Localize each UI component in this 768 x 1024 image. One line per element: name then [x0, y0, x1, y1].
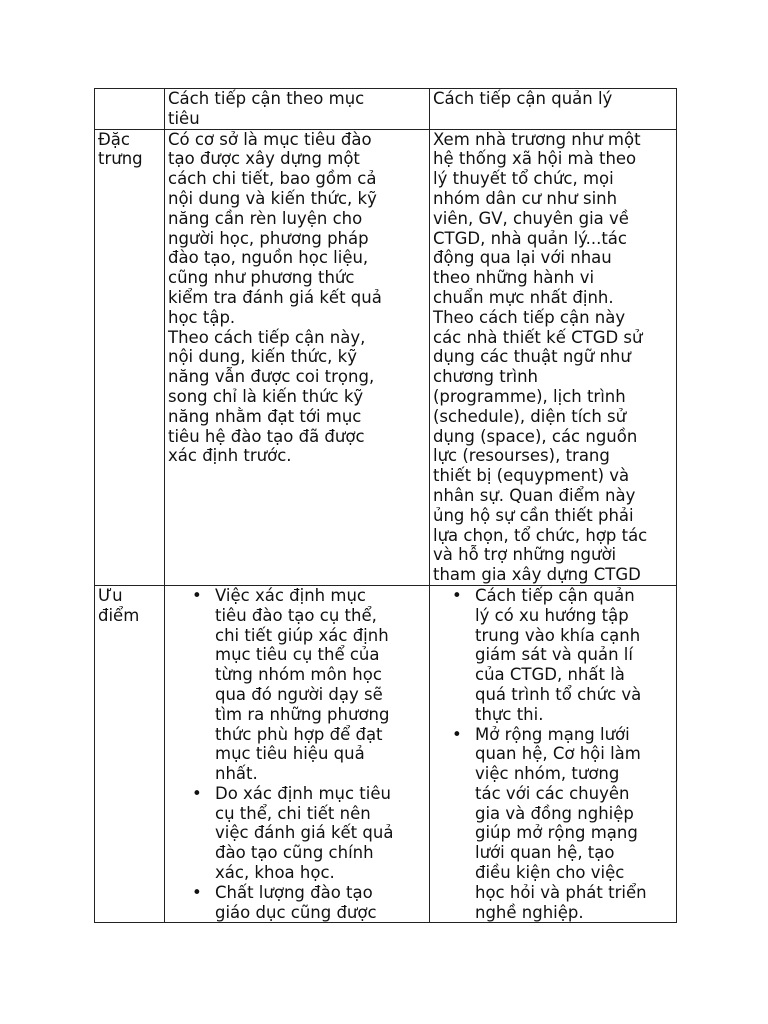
bullet-icon: • [192, 882, 202, 902]
table-header-row [95, 89, 677, 130]
list-item [433, 586, 673, 725]
objective-advantages-list [168, 586, 426, 923]
table-row-advantages [95, 585, 677, 923]
management-characteristics-cell [430, 129, 677, 585]
header-objective-approach [165, 89, 430, 130]
comparison-table [94, 88, 677, 923]
management-trait-paragraph: Theo cách tiếp cận này các nhà thiết kế CTGD sử dụng các thuật ngữ như chương trình (programme), lịch trình (schedule), diện tích sử dụng (space), các nguồn lực (resourses), trang thiết bị (equypment) và nhân sự. Quan điểm này ủng hộ sự cần thiết phải lựa chọn, tổ chức, hợp tác và hỗ trợ những người tham gia xây dựng CTGD [433, 307, 648, 585]
list-item-text: Cách tiếp cận quản lý có xu hướng tập trung vào khía cạnh giám sát và quản lí của CTGD, nhất là quá trình tổ chức và thực thi. [475, 585, 642, 724]
objective-characteristics-cell [165, 129, 430, 585]
list-item [168, 784, 426, 883]
header-objective-label: Cách tiếp cận theo mục tiêu [168, 89, 365, 128]
list-item-text: Việc xác định mục tiêu đào tạo cụ thể, chi tiết giúp xác định mục tiêu cụ thể của từng nhóm môn học qua đó người dạy sẽ tìm ra những phương thức phù hợp để đạt mục tiêu hiệu quả nhất. [215, 585, 390, 784]
objective-trait-paragraph: Theo cách tiếp cận này, nội dung, kiến thức, kỹ năng vẫn được coi trọng, song chỉ là kiến thức kỹ năng nhằm đạt tới mục tiêu hệ đào tạo đã được xác định trước. [168, 327, 375, 466]
list-item-text: Mở rộng mạng lưới quan hệ, Cơ hội làm việc nhóm, tương tác với các chuyên gia và đồng nghiệp giúp mở rộng mạng lưới quan hệ, tạo điều kiện cho việc học hỏi và phát triển nghề nghiệp. [475, 724, 647, 922]
bullet-icon: • [192, 585, 202, 605]
table-row-characteristics [95, 129, 677, 585]
management-advantages-list [433, 586, 673, 923]
bullet-icon: • [452, 585, 462, 605]
management-advantages-cell [430, 585, 677, 923]
row-label-characteristics: Đặc trưng [98, 129, 143, 169]
row-label-cell [95, 129, 165, 585]
row-label-advantages: Ưu điểm [98, 585, 140, 625]
management-trait-paragraph: Xem nhà trương như một hệ thống xã hội mà theo lý thuyết tổ chức, mọi nhóm dân cư như sinh viên, GV, chuyên gia về CTGD, nhà quản lý...tác động qua lại với nhau theo những hành vi chuẩn mực nhất định. [433, 129, 641, 307]
list-item [168, 586, 426, 784]
list-item-text: Do xác định mục tiêu cụ thể, chi tiết nên việc đánh giá kết quả đào tạo cũng chính xác, khoa học. [215, 783, 394, 883]
header-corner-cell [95, 89, 165, 130]
bullet-icon: • [192, 783, 202, 803]
list-item [433, 725, 673, 923]
row-label-cell [95, 585, 165, 923]
objective-advantages-cell [165, 585, 430, 923]
header-management-label: Cách tiếp cận quản lý [433, 89, 613, 108]
header-management-approach [430, 89, 677, 130]
objective-trait-paragraph: Có cơ sở là mục tiêu đào tạo được xây dựng một cách chi tiết, bao gồm cả nội dung và kiến thức, kỹ năng cần rèn luyện cho người học, phương pháp đào tạo, nguồn học liệu, cũng như phương thức kiểm tra đánh giá kết quả học tập. [168, 129, 382, 327]
list-item [168, 883, 426, 923]
bullet-icon: • [452, 724, 462, 744]
list-item-text: Chất lượng đào tạo giáo dục cũng được [215, 882, 377, 922]
